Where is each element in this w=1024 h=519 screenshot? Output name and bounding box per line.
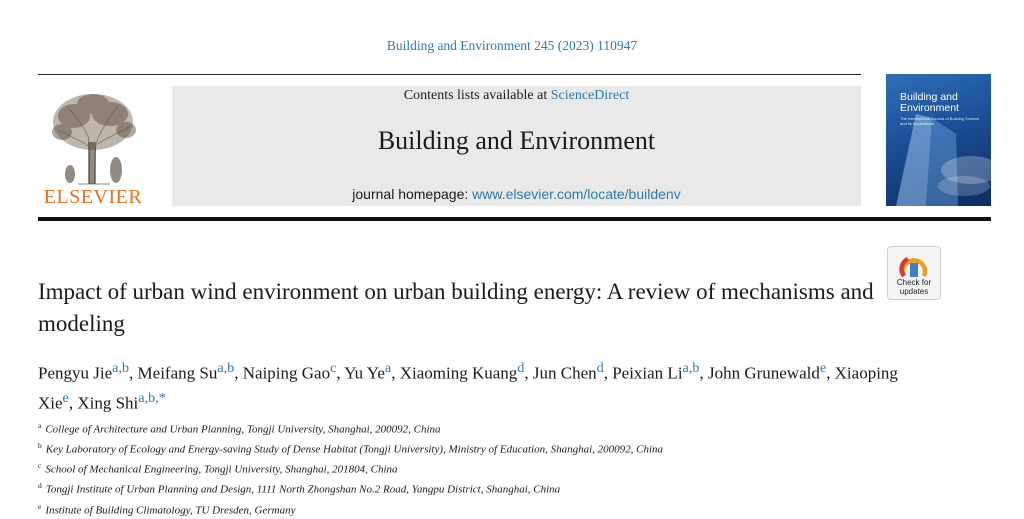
author-affiliation-marker[interactable]: d (596, 360, 604, 376)
crossmark-icon (888, 249, 940, 279)
affiliation-list (38, 418, 938, 519)
author-name[interactable]: Xing Shi (77, 393, 139, 413)
header-thick-divider (38, 217, 991, 221)
author-list: Pengyu Jie$^{a,b}$, Meifang Su$^{a,b}$, Naiping Gao$^c$, Yu Ye$^a$, Xiaoming Kuang$^d$, Jun Chen$^d$, Peixian Li$^{a,b}$, John Grunewald$^e$, Xiaoping Xie$^e$, Xing Shi$^{a,b,*}$ (38, 360, 898, 413)
journal-citation[interactable]: Building and Environment 245 (2023) 110947 (386, 38, 638, 53)
affiliation-text: Key Laboratory of Ecology and Energy-saving Study of Dense Habitat (Tongji University), Ministry of Education, Shanghai, 200092, China (45, 443, 664, 456)
sciencedirect-link[interactable]: ScienceDirect (550, 88, 630, 103)
affiliation-item (38, 458, 938, 478)
contents-availability (172, 88, 861, 104)
author-name[interactable]: Xiaoming Kuang (399, 363, 518, 383)
affiliation-key: d (38, 481, 42, 491)
author-affiliation-marker[interactable]: a,b (217, 360, 235, 376)
journal-masthead (172, 86, 861, 206)
author-affiliation-marker[interactable]: c (330, 360, 337, 376)
author-affiliation-marker[interactable]: a,b,* (138, 389, 166, 406)
affiliation-text: Tongji Institute of Urban Planning and Design, 1111 North Zhongshan No.2 Road, Yangpu District, Shanghai, China (45, 484, 561, 497)
elsevier-wordmark: ELSEVIER (43, 186, 143, 208)
author-name[interactable]: Meifang Su (137, 363, 218, 383)
affiliation-item (38, 418, 938, 438)
affiliation-item (38, 438, 938, 458)
journal-homepage (172, 186, 861, 202)
affiliation-text: Institute of Building Climatology, TU Dresden, Germany (45, 504, 296, 517)
affiliation-key: b (38, 441, 42, 451)
check-for-updates-label (888, 278, 940, 296)
affiliation-key: e (38, 501, 42, 511)
cover-title (900, 92, 990, 114)
affiliation-key: c (38, 461, 42, 471)
author-name[interactable]: Peixian Li (612, 363, 683, 383)
author-affiliation-marker[interactable]: a,b (682, 360, 700, 376)
cover-subtitle: The International Journal of Building Science and its Applications (900, 116, 980, 126)
affiliation-item (38, 499, 938, 519)
contents-prefix: Contents lists available at (403, 88, 551, 103)
cover-title-line1: Building and (900, 91, 958, 103)
author-name[interactable]: Pengyu Jie (38, 363, 113, 383)
author-affiliation-marker[interactable]: a,b (112, 360, 130, 376)
author-affiliation-marker[interactable]: a (384, 360, 392, 376)
author-name[interactable]: Xiaoping Xie (38, 363, 898, 413)
check-updates-line2: updates (899, 287, 929, 296)
author-name[interactable]: Jun Chen (532, 363, 597, 383)
article-title: Impact of urban wind environment on urban building energy: A review of mechanisms and modeling (38, 279, 874, 336)
homepage-prefix: journal homepage: (352, 186, 473, 202)
author-affiliation-marker[interactable]: e (819, 360, 827, 376)
author-affiliation-marker[interactable]: d (517, 360, 525, 376)
check-updates-line1: Check for (896, 278, 932, 287)
journal-title: Building and Environment (377, 126, 656, 155)
author-name[interactable]: John Grunewald (707, 363, 820, 383)
affiliation-item (38, 478, 938, 498)
top-divider (38, 74, 861, 75)
cover-title-line2: Environment (900, 102, 959, 114)
author-affiliation-marker[interactable]: e (62, 389, 69, 406)
author-name[interactable]: Naiping Gao (242, 363, 331, 383)
affiliation-key: a (38, 421, 42, 430)
affiliation-text: College of Architecture and Urban Planning, Tongji University, Shanghai, 200092, China (45, 423, 441, 436)
journal-cover-image[interactable] (886, 74, 991, 206)
journal-homepage-link[interactable]: www.elsevier.com/locate/buildenv (472, 186, 681, 202)
author-name[interactable]: Yu Ye (344, 363, 385, 383)
affiliation-text: School of Mechanical Engineering, Tongji University, Shanghai, 201804, China (45, 463, 398, 476)
check-for-updates-button[interactable] (887, 246, 941, 300)
